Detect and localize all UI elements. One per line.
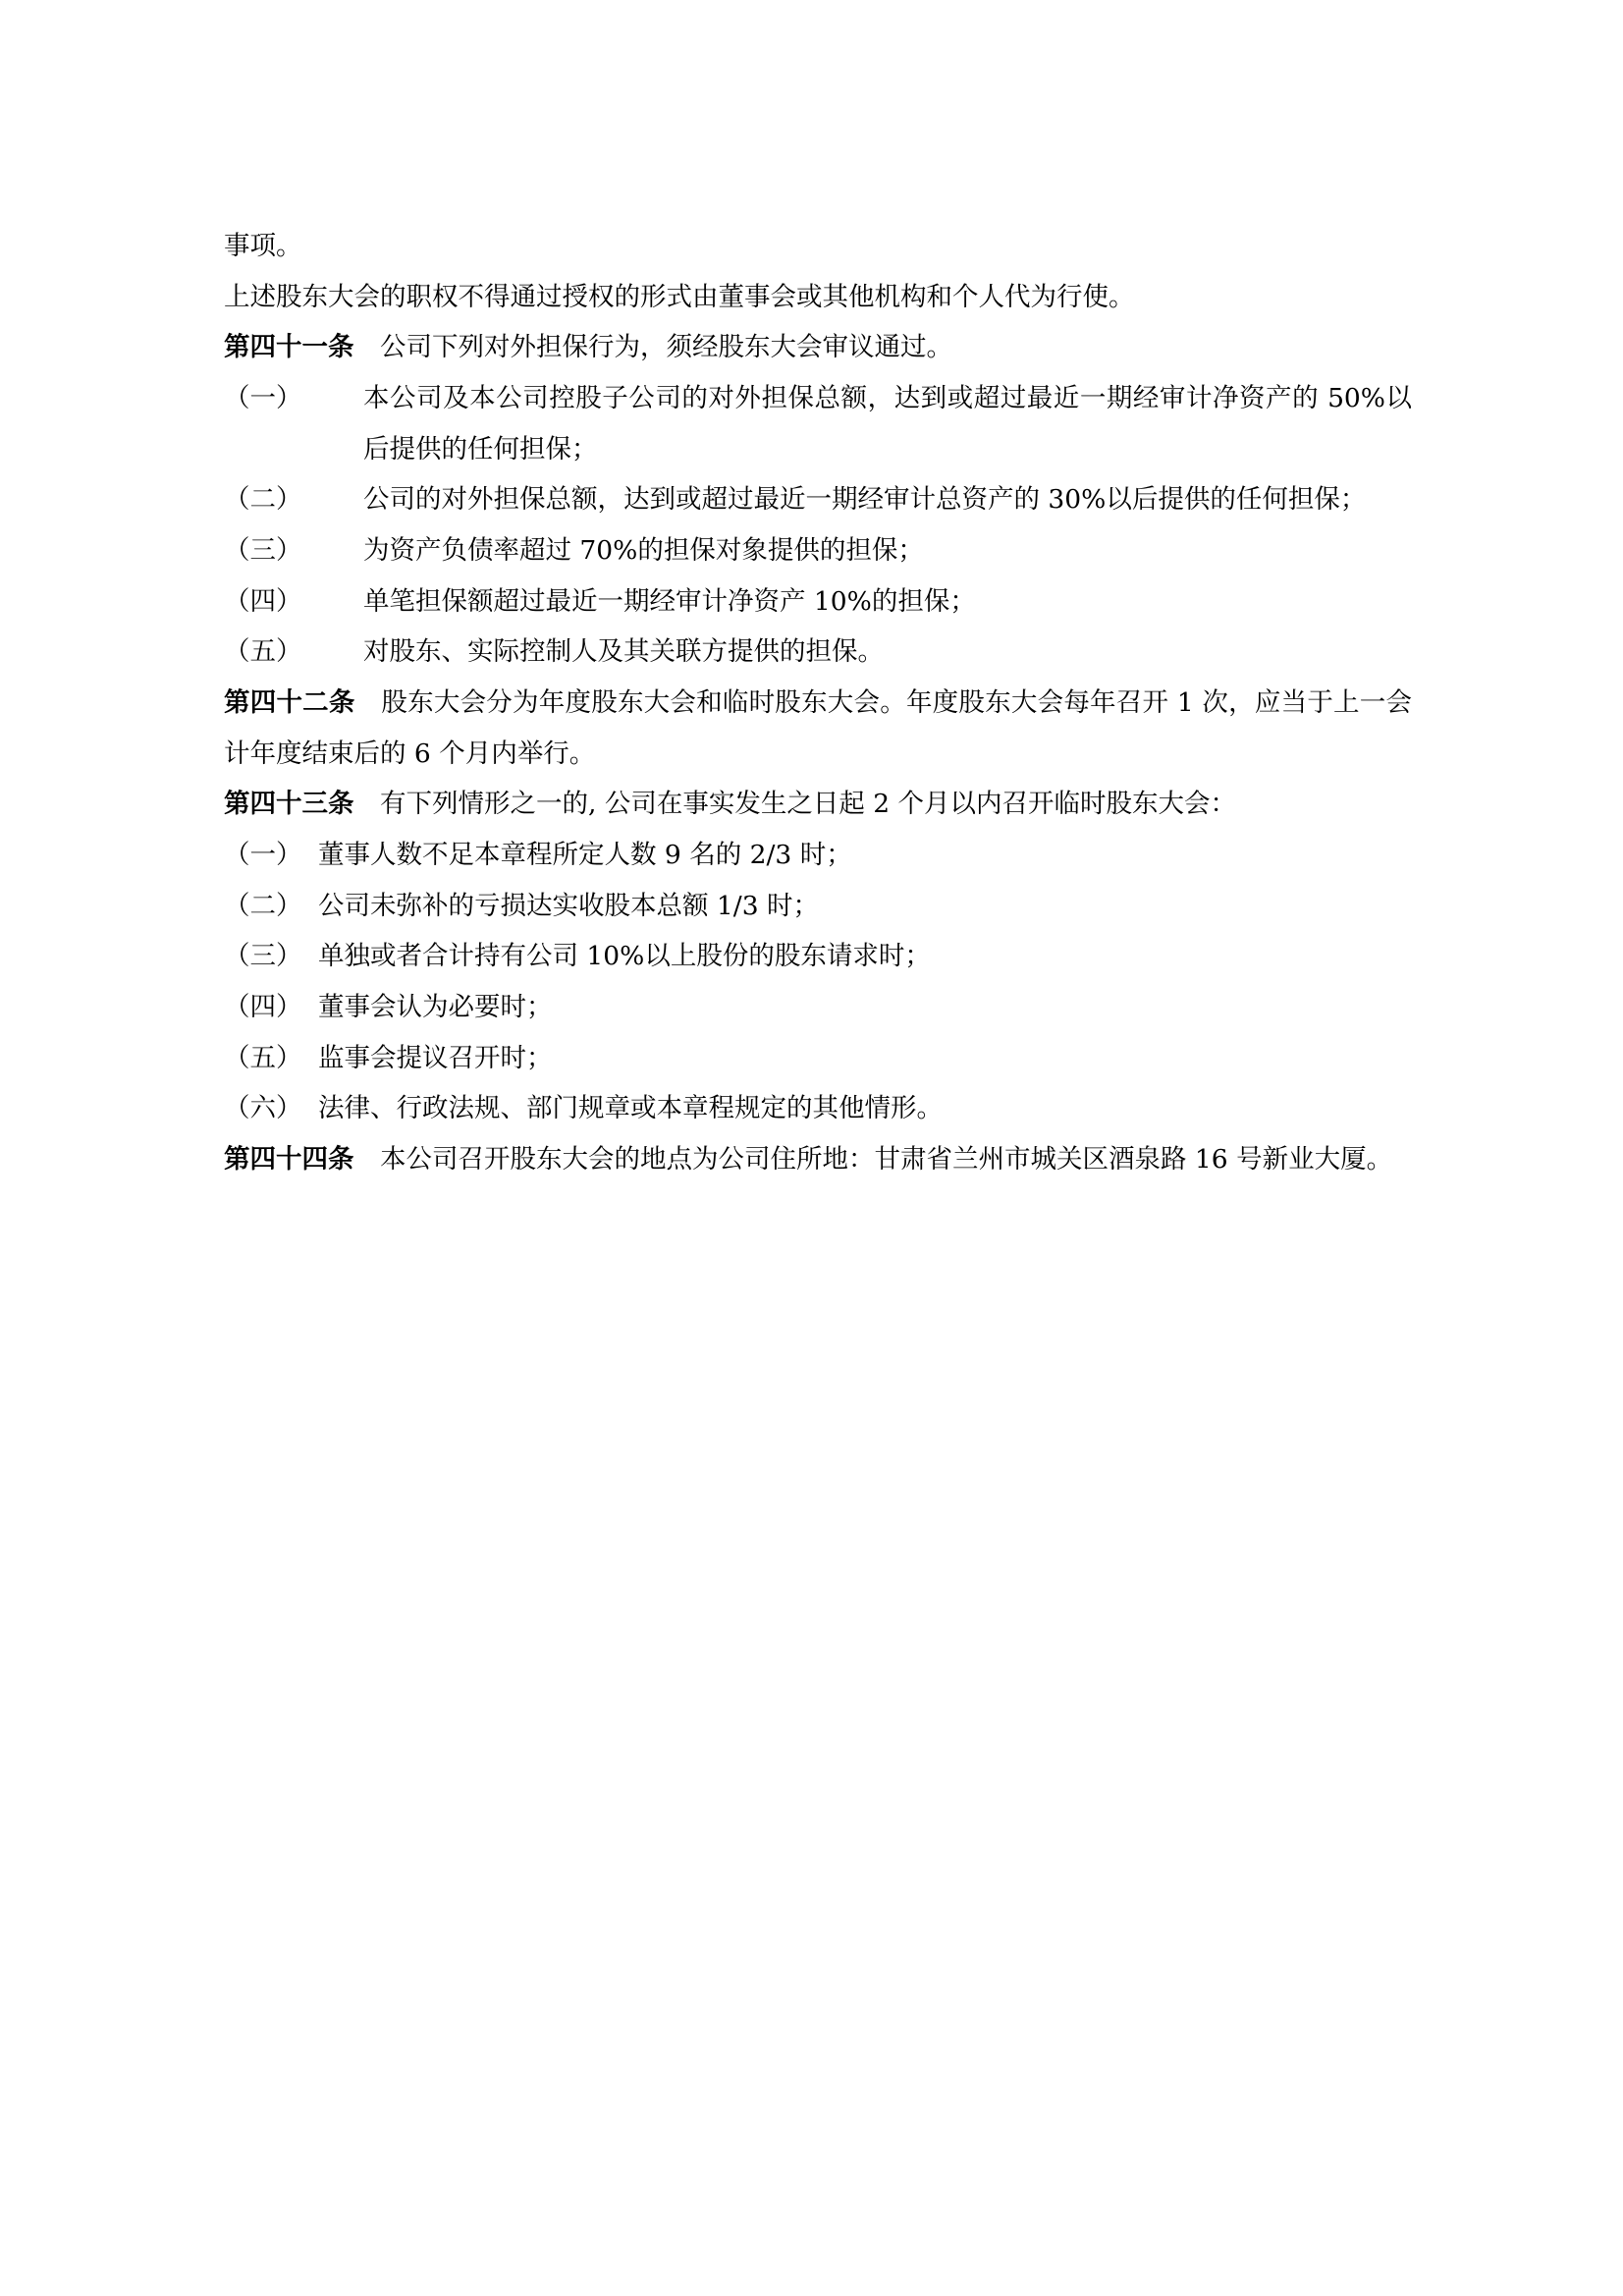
list-item bbox=[224, 982, 1412, 1033]
list-item-marker: （六） bbox=[224, 1093, 302, 1124]
list-item bbox=[224, 881, 1412, 932]
list-item-marker: （五） bbox=[224, 1042, 302, 1073]
article-text: 有下列情形之一的, 公司在事实发生之日起 2 个月以内召开临时股东大会： bbox=[380, 789, 1237, 820]
list-item-marker: （二） bbox=[224, 484, 302, 516]
list-item-text: 对股东、实际控制人及其关联方提供的担保。 bbox=[363, 636, 884, 668]
list-item-marker: （三） bbox=[224, 941, 302, 972]
list-item bbox=[224, 931, 1412, 982]
article-paragraph bbox=[224, 322, 1412, 373]
document-body bbox=[224, 221, 1412, 1185]
list-item bbox=[224, 474, 1412, 525]
list-item-marker: （四） bbox=[224, 585, 302, 617]
list-item-marker: （四） bbox=[224, 992, 302, 1023]
list-item-text: 法律、行政法规、部门规章或本章程规定的其他情形。 bbox=[318, 1093, 943, 1124]
article-paragraph bbox=[224, 678, 1412, 779]
article-label: 第四十三条 bbox=[224, 789, 354, 820]
article-text: 公司下列对外担保行为，须经股东大会审议通过。 bbox=[380, 332, 952, 363]
list-item-text: 公司未弥补的亏损达实收股本总额 1/3 时； bbox=[318, 890, 819, 921]
list-item-text: 为资产负债率超过 70%的担保对象提供的担保； bbox=[363, 535, 924, 567]
list-item-text: 公司的对外担保总额，达到或超过最近一期经审计总资产的 30%以后提供的任何担保； bbox=[363, 484, 1367, 516]
list-item bbox=[224, 525, 1412, 576]
article-paragraph bbox=[224, 1134, 1412, 1185]
list-item-marker: （五） bbox=[224, 636, 302, 668]
article-label: 第四十一条 bbox=[224, 332, 354, 363]
list-item-text: 董事人数不足本章程所定人数 9 名的 2/3 时； bbox=[318, 840, 852, 871]
list-item-text: 董事会认为必要时； bbox=[318, 992, 553, 1023]
list-item bbox=[224, 627, 1412, 678]
list-item-marker: （一） bbox=[224, 840, 302, 871]
article-label: 第四十二条 bbox=[224, 687, 355, 719]
paragraph: 事项。 bbox=[224, 231, 302, 261]
article-text: 股东大会分为年度股东大会和临时股东大会。年度股东大会每年召开 1 次，应当于上一会计年度结束后的 6 个月内举行。 bbox=[224, 687, 1413, 769]
article-paragraph bbox=[224, 779, 1412, 830]
list-item bbox=[224, 373, 1412, 474]
list-item-text: 单笔担保额超过最近一期经审计净资产 10%的担保； bbox=[363, 585, 976, 617]
list-item-text: 监事会提议召开时； bbox=[318, 1042, 553, 1073]
paragraph: 上述股东大会的职权不得通过授权的形式由董事会或其他机构和个人代为行使。 bbox=[224, 281, 1135, 312]
list-item-text: 本公司及本公司控股子公司的对外担保总额，达到或超过最近一期经审计净资产的 50%以后提供的任何担保； bbox=[363, 383, 1412, 465]
list-item-marker: （一） bbox=[224, 383, 302, 414]
list-item-marker: （三） bbox=[224, 535, 302, 567]
list-item bbox=[224, 1033, 1412, 1084]
list-item bbox=[224, 1083, 1412, 1134]
article-label: 第四十四条 bbox=[224, 1144, 354, 1175]
article-text: 本公司召开股东大会的地点为公司住所地：甘肃省兰州市城关区酒泉路 16 号新业大厦。 bbox=[380, 1144, 1393, 1175]
list-item bbox=[224, 576, 1412, 628]
list-item-text: 单独或者合计持有公司 10%以上股份的股东请求时； bbox=[318, 941, 931, 972]
list-item-marker: （二） bbox=[224, 890, 302, 921]
list-item bbox=[224, 830, 1412, 881]
